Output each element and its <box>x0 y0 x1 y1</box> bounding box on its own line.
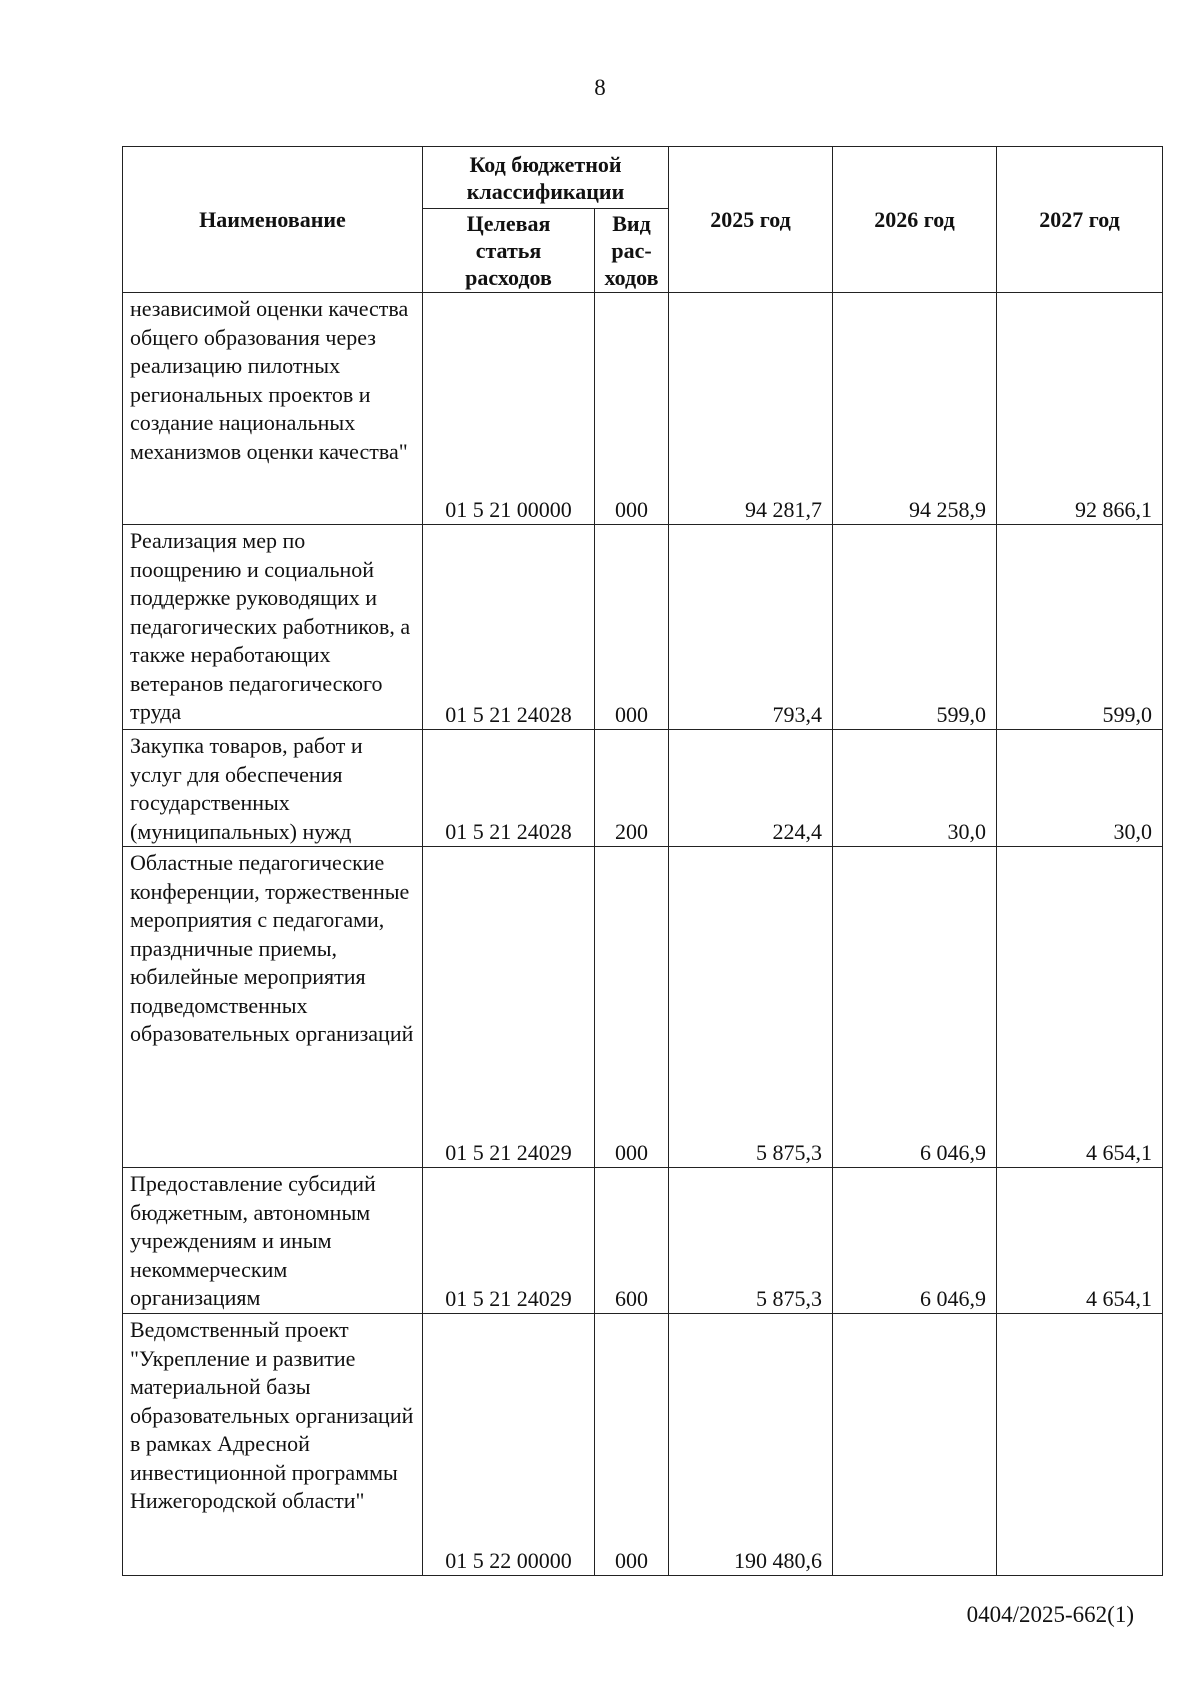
header-expense-type: Вид рас- ходов <box>595 209 669 293</box>
table-row <box>123 525 1163 730</box>
table-row <box>123 1168 1163 1314</box>
row-code: 01 5 22 00000 <box>423 1314 595 1576</box>
header-name: Наименование <box>123 147 423 293</box>
budget-table <box>122 146 1163 1576</box>
row-code: 01 5 21 24029 <box>423 847 595 1168</box>
row-type: 000 <box>595 525 669 730</box>
table-header <box>123 147 1163 293</box>
row-value-2025: 224,4 <box>669 730 833 847</box>
row-type: 000 <box>595 293 669 525</box>
row-value-2027 <box>997 1314 1163 1576</box>
row-value-2027: 599,0 <box>997 525 1163 730</box>
row-value-2027: 4 654,1 <box>997 1168 1163 1314</box>
document-reference-code: 0404/2025-662(1) <box>966 1602 1134 1627</box>
row-value-2026: 94 258,9 <box>833 293 997 525</box>
row-value-2026: 6 046,9 <box>833 847 997 1168</box>
row-code: 01 5 21 24028 <box>423 730 595 847</box>
row-value-2026 <box>833 1314 997 1576</box>
header-year-2026: 2026 год <box>833 147 997 293</box>
row-value-2027: 30,0 <box>997 730 1163 847</box>
row-value-2025: 190 480,6 <box>669 1314 833 1576</box>
header-year-2027: 2027 год <box>997 147 1163 293</box>
header-budget-code: Код бюджетной классификации <box>423 147 669 209</box>
row-value-2027: 92 866,1 <box>997 293 1163 525</box>
row-type: 600 <box>595 1168 669 1314</box>
table-row <box>123 293 1163 525</box>
page-number: 8 <box>594 75 606 100</box>
row-name: Реализация мер по поощрению и социальной поддержке руководящих и педагогических работников, а также неработающих ветеранов педагогического труда <box>123 525 423 730</box>
row-value-2025: 94 281,7 <box>669 293 833 525</box>
row-name: Ведомственный проект "Укрепление и развитие материальной базы образовательных организаций в рамках Адресной инвестиционной программы Нижегородской области" <box>123 1314 423 1576</box>
row-code: 01 5 21 00000 <box>423 293 595 525</box>
row-value-2027: 4 654,1 <box>997 847 1163 1168</box>
row-name: Закупка товаров, работ и услуг для обеспечения государственных (муниципальных) нужд <box>123 730 423 847</box>
row-code: 01 5 21 24029 <box>423 1168 595 1314</box>
header-year-2025: 2025 год <box>669 147 833 293</box>
row-value-2025: 793,4 <box>669 525 833 730</box>
row-value-2025: 5 875,3 <box>669 847 833 1168</box>
row-type: 000 <box>595 1314 669 1576</box>
row-value-2026: 6 046,9 <box>833 1168 997 1314</box>
row-value-2026: 30,0 <box>833 730 997 847</box>
row-value-2026: 599,0 <box>833 525 997 730</box>
row-type: 000 <box>595 847 669 1168</box>
row-name: независимой оценки качества общего образования через реализацию пилотных региональных проектов и создание национальных механизмов оценки качества" <box>123 293 423 525</box>
table-body <box>123 293 1163 1576</box>
row-name: Предоставление субсидий бюджетным, автономным учреждениям и иным некоммерческим организациям <box>123 1168 423 1314</box>
header-target-article: Целевая статья расходов <box>423 209 595 293</box>
table-row <box>123 1314 1163 1576</box>
table-row <box>123 730 1163 847</box>
row-code: 01 5 21 24028 <box>423 525 595 730</box>
row-type: 200 <box>595 730 669 847</box>
row-name: Областные педагогические конференции, торжественные мероприятия с педагогами, праздничные приемы, юбилейные мероприятия подведомственных образовательных организаций <box>123 847 423 1168</box>
table-row <box>123 847 1163 1168</box>
row-value-2025: 5 875,3 <box>669 1168 833 1314</box>
